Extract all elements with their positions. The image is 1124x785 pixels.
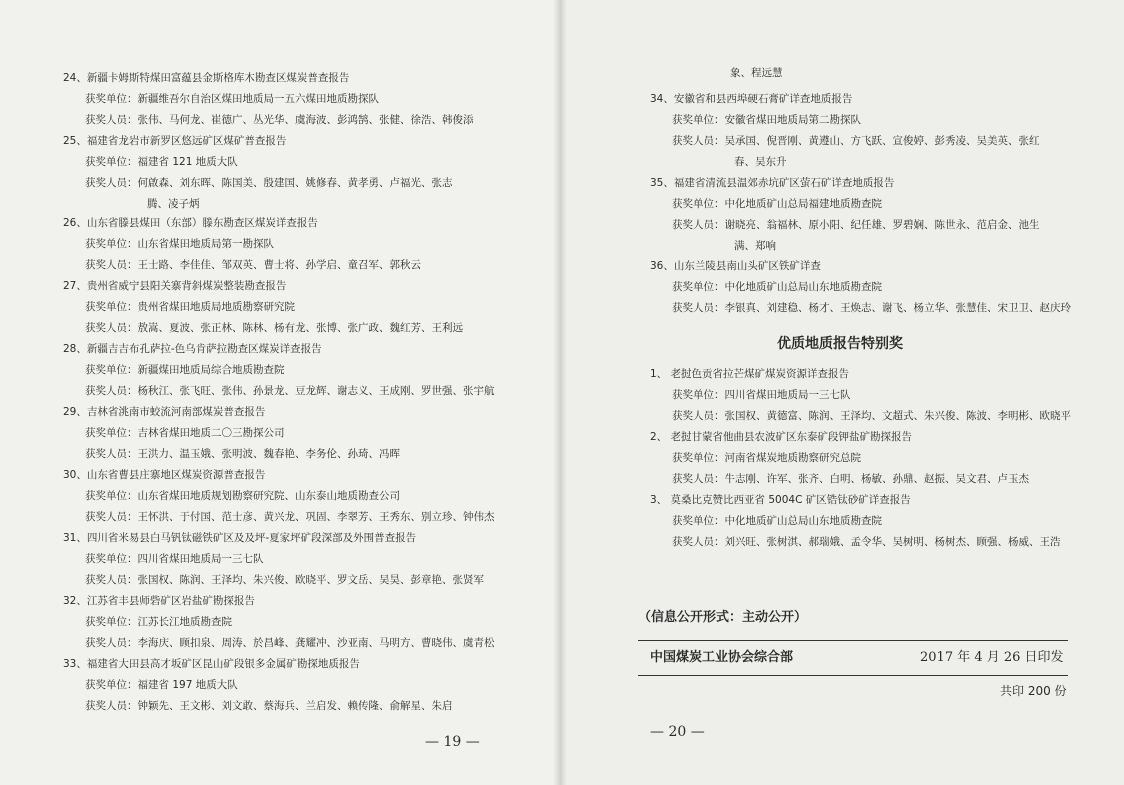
entry-unit: 获奖单位：福建省 197 地质大队 xyxy=(85,679,238,691)
award-entry xyxy=(63,131,543,215)
entry-unit: 获奖单位：吉林省煤田地质二〇三勘探公司 xyxy=(85,427,285,439)
entry-people: 获奖人员：李海庆、顾扣泉、周涛、於昌峰、龚耀冲、沙亚南、马明方、曹晓伟、虞青松 xyxy=(85,637,495,649)
entry-people: 获奖人员：王士路、李佳佳、邹双英、曹士将、孙学启、童召军、郭秋云 xyxy=(85,259,421,271)
entry-title: 27、贵州省威宁县阳关寨背斜煤炭整装勘查报告 xyxy=(63,280,287,292)
entry-people: 获奖人员：王怀洪、于付国、范士彦、黄兴龙、巩固、李翠芳、王秀东、别立珍、钟伟杰 xyxy=(85,511,495,523)
entry-people: 获奖人员：杨秋江、张飞旺、张伟、孙景龙、豆龙辉、谢志义、王成刚、罗世强、张宇航 xyxy=(85,385,495,397)
award-entry xyxy=(63,276,543,339)
award-entry xyxy=(650,490,1070,553)
entry-title: 1、 老挝色贡省拉芒煤矿煤炭资源详查报告 xyxy=(650,368,850,380)
special-award-heading: 优质地质报告特别奖 xyxy=(777,336,903,352)
entry-unit: 获奖单位：新疆维吾尔自治区煤田地质局一五六煤田地质勘探队 xyxy=(85,93,379,105)
entry-title: 28、新疆吉吉布孔萨拉-色乌肯萨拉勘查区煤炭详查报告 xyxy=(63,343,322,355)
entry-people: 获奖人员：张国权、黄德富、陈润、王泽均、文超式、朱兴俊、陈波、李明彬、欧晓平 xyxy=(672,410,1071,422)
entry-unit: 获奖单位：新疆煤田地质局综合地质勘查院 xyxy=(85,364,285,376)
entry-people: 获奖人员：张伟、马何龙、崔德广、丛光华、虞海波、彭鸿鹄、张健、徐浩、韩俊添 xyxy=(85,114,474,126)
award-entry xyxy=(63,465,543,528)
entry-people: 获奖人员：刘兴旺、张树淇、郝瑞娥、孟令华、吴树明、杨树杰、顾强、杨威、王浩 xyxy=(672,536,1061,548)
entry-people: 腾、凌子炳 xyxy=(147,198,200,210)
entry-unit: 获奖单位：中化地质矿山总局山东地质勘查院 xyxy=(672,515,882,527)
entry-unit: 获奖单位：河南省煤炭地质勘察研究总院 xyxy=(672,452,861,464)
entry-people: 获奖人员：吴承国、倪晋刚、黄遵山、方飞跃、宣俊婷、彭秀凌、吴美英、张红 xyxy=(672,135,1040,147)
award-entry xyxy=(650,427,1070,490)
entry-title: 29、吉林省洮南市蛟流河南部煤炭普查报告 xyxy=(63,406,266,418)
entry-unit: 获奖单位：安徽省煤田地质局第二勘探队 xyxy=(672,114,861,126)
entry-title: 30、山东省曹县庄寨地区煤炭资源普查报告 xyxy=(63,469,266,481)
entry-title: 3、 莫桑比克赞比西亚省 5004C 矿区锆钛砂矿详查报告 xyxy=(650,494,911,506)
entry-unit: 获奖单位：福建省 121 地质大队 xyxy=(85,156,238,168)
entry-unit: 获奖单位：山东省煤田地质规划勘察研究院、山东泰山地质勘查公司 xyxy=(85,490,400,502)
entry-title: 31、四川省米易县白马钒钛磁铁矿区及及坪-夏家坪矿段深部及外围普查报告 xyxy=(63,532,417,544)
footer-rule-bottom xyxy=(638,675,1068,676)
entry-title: 35、福建省清流县温郊赤坑矿区萤石矿详查地质报告 xyxy=(650,177,895,189)
entry-title: 33、福建省大田县高才坂矿区昆山矿段银多金属矿勘探地质报告 xyxy=(63,658,360,670)
issue-date: 2017 年 4 月 26 日印发 xyxy=(920,650,1064,665)
disclosure-note: （信息公开形式：主动公开） xyxy=(638,610,808,625)
entry-unit: 获奖单位：四川省煤田地质局一三七队 xyxy=(672,389,851,401)
entry-people: 获奖人员：何啟森、刘东晖、陈国美、殷建国、姚修春、黄孝勇、卢福光、张志 xyxy=(85,177,453,189)
continuation-line: 象、程远慧 xyxy=(730,67,783,79)
footer-rule-top xyxy=(638,640,1068,641)
entry-unit: 获奖单位：江苏长江地质勘查院 xyxy=(85,616,232,628)
entry-title: 26、山东省滕县煤田（东部）滕东勘查区煤炭详查报告 xyxy=(63,217,318,229)
award-entry xyxy=(650,256,1070,319)
award-entry xyxy=(63,528,543,591)
entry-unit: 获奖单位：中化地质矿山总局山东地质勘查院 xyxy=(672,281,882,293)
entry-people: 获奖人员：钟颖先、王文彬、刘文敢、蔡海兵、兰启发、赖传隆、俞解星、朱启 xyxy=(85,700,453,712)
award-entry xyxy=(650,173,1070,257)
award-entry xyxy=(650,89,1070,173)
entry-title: 36、山东兰陵县南山头矿区铁矿详查 xyxy=(650,260,821,272)
entry-people: 获奖人员：李银真、刘建稳、杨才、王焕志、谢飞、杨立华、张慧佳、宋卫卫、赵庆玲 xyxy=(672,302,1071,314)
entry-people: 获奖人员：谢晓亮、翁福林、原小阳、纪任雄、罗碧娴、陈世永、范启金、池生 xyxy=(672,219,1040,231)
entry-people: 获奖人员：张国权、陈润、王泽均、朱兴俊、欧晓平、罗文岳、吴昊、彭章艳、张贤军 xyxy=(85,574,484,586)
entry-title: 2、 老挝甘蒙省他曲县农波矿区东泰矿段钾盐矿勘探报告 xyxy=(650,431,913,443)
left-page-number: — 19 — xyxy=(425,734,480,750)
entry-title: 25、福建省龙岩市新罗区悠远矿区煤矿普查报告 xyxy=(63,135,287,147)
page-fold xyxy=(553,0,567,785)
entry-people: 满、郑响 xyxy=(734,240,776,252)
award-entry xyxy=(63,213,543,276)
award-entry xyxy=(63,402,543,465)
award-entry xyxy=(63,591,543,654)
print-count: 共印 200 份 xyxy=(1000,684,1067,698)
award-entry xyxy=(63,68,543,131)
entry-people: 获奖人员：王洪力、温玉娥、张明波、魏春艳、李务伦、孙琦、冯晖 xyxy=(85,448,400,460)
entry-unit: 获奖单位：四川省煤田地质局一三七队 xyxy=(85,553,264,565)
entry-title: 34、安徽省和县西埠硬石膏矿详查地质报告 xyxy=(650,93,853,105)
entry-title: 24、新疆卡姆斯特煤田富蕴县金斯格库木勘查区煤炭普查报告 xyxy=(63,72,350,84)
entry-title: 32、江苏省丰县师砦矿区岩盐矿勘探报告 xyxy=(63,595,255,607)
entry-people: 春、吴东升 xyxy=(734,156,787,168)
award-entry xyxy=(63,654,543,717)
entry-people: 获奖人员：敖嵩、夏波、张正林、陈林、杨有龙、张博、张广政、魏红芳、王利远 xyxy=(85,322,463,334)
entry-unit: 获奖单位：贵州省煤田地质局地质勘察研究院 xyxy=(85,301,295,313)
right-page-number: — 20 — xyxy=(650,724,705,740)
entry-people: 获奖人员：牛志刚、许军、张齐、白明、杨敏、孙鼎、赵振、吴文君、卢玉杰 xyxy=(672,473,1029,485)
issuer: 中国煤炭工业协会综合部 xyxy=(650,650,794,665)
award-entry xyxy=(63,339,543,402)
entry-unit: 获奖单位：中化地质矿山总局福建地质勘查院 xyxy=(672,198,882,210)
award-entry xyxy=(650,364,1070,427)
entry-unit: 获奖单位：山东省煤田地质局第一勘探队 xyxy=(85,238,274,250)
